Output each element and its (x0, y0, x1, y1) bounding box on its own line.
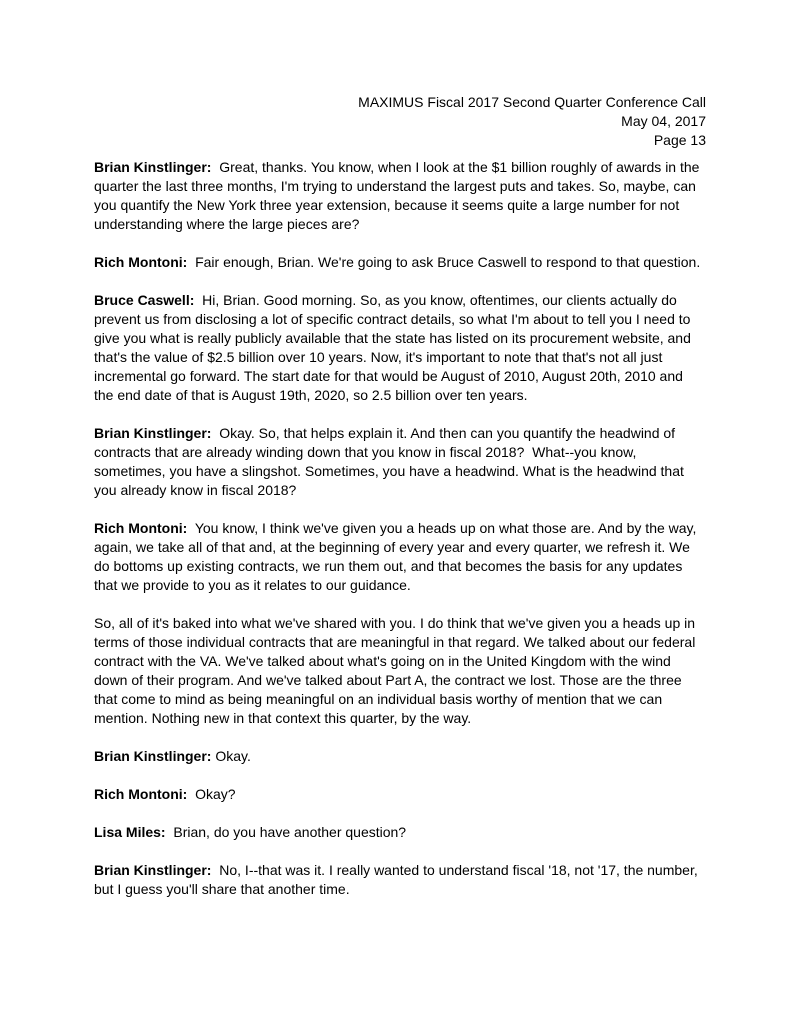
transcript-paragraph (94, 785, 706, 804)
speaker-label: Brian Kinstlinger: (94, 159, 212, 175)
speaker-label: Rich Montoni: (94, 786, 188, 802)
transcript-paragraph (94, 747, 706, 766)
transcript-paragraph (94, 861, 706, 899)
speech-text: No, I--that was it. I really wanted to understand fiscal '18, not '17, the number, but I guess you'll share that another time. (94, 862, 702, 897)
speaker-label: Lisa Miles: (94, 824, 166, 840)
header-date: May 04, 2017 (621, 113, 706, 129)
document-body (94, 158, 706, 899)
speech-text: Okay. (211, 748, 251, 764)
speaker-label: Brian Kinstlinger: (94, 748, 212, 764)
header-page-number: Page 13 (653, 132, 706, 148)
transcript-paragraph (94, 158, 706, 234)
speaker-label: Brian Kinstlinger: (94, 862, 212, 878)
speech-text: Fair enough, Brian. We're going to ask Bruce Caswell to respond to that question. (187, 254, 701, 270)
header-title: MAXIMUS Fiscal 2017 Second Quarter Conference Call (358, 94, 706, 110)
transcript-paragraph (94, 519, 706, 595)
speech-text: So, all of it's baked into what we've shared with you. I do think that we've given you a heads up in terms of those individual contracts that are meaningful in that regard. We talked about our federal contract with the VA. We've talked about what's going on in the United Kingdom with the wind down of their program. And we've talked about Part A, the contract we lost. Those are the three that come to mind as being meaningful on an individual basis worthy of mention that we can mention. Nothing new in that context this quarter, by the way. (94, 615, 700, 726)
speech-text: You know, I think we've given you a heads up on what those are. And by the way, again, we take all of that and, at the beginning of every year and every quarter, we refresh it. We do bottoms up existing contracts, we run them out, and that becomes the basis for any updates that we provide to you as it relates to our guidance. (94, 520, 701, 593)
speaker-label: Bruce Caswell: (94, 292, 195, 308)
transcript-paragraph (94, 823, 706, 842)
document-header (94, 93, 706, 150)
speaker-label: Brian Kinstlinger: (94, 425, 212, 441)
speech-text: Great, thanks. You know, when I look at the $1 billion roughly of awards in the quarter the last three months, I'm trying to understand the largest puts and takes. So, maybe, can you quantify the New York three year extension, because it seems quite a large number for not understanding where the large pieces are? (94, 159, 704, 232)
transcript-paragraph (94, 424, 706, 500)
speech-text: Brian, do you have another question? (165, 824, 407, 840)
speaker-label: Rich Montoni: (94, 254, 188, 270)
transcript-paragraph (94, 614, 706, 728)
transcript-paragraph (94, 291, 706, 405)
speech-text: Hi, Brian. Good morning. So, as you know, oftentimes, our clients actually do prevent us from disclosing a lot of specific contract details, so what I'm about to tell you I need to give you what is really publicly available that the state has listed on its procurement website, and that's the value of $2.5 billion over 10 years. Now, it's important to note that that's not all just incremental go forward. The start date for that would be August of 2010, August 20th, 2010 and the end date of that is August 19th, 2020, so 2.5 billion over ten years. (94, 292, 695, 403)
speech-text: Okay. So, that helps explain it. And then can you quantify the headwind of contracts that are already winding down that you know in fiscal 2018? What--you know, sometimes, you have a slingshot. Sometimes, you have a headwind. What is the headwind that you already know in fiscal 2018? (94, 425, 688, 498)
speech-text: Okay? (187, 786, 236, 802)
transcript-paragraph (94, 253, 706, 272)
speaker-label: Rich Montoni: (94, 520, 188, 536)
